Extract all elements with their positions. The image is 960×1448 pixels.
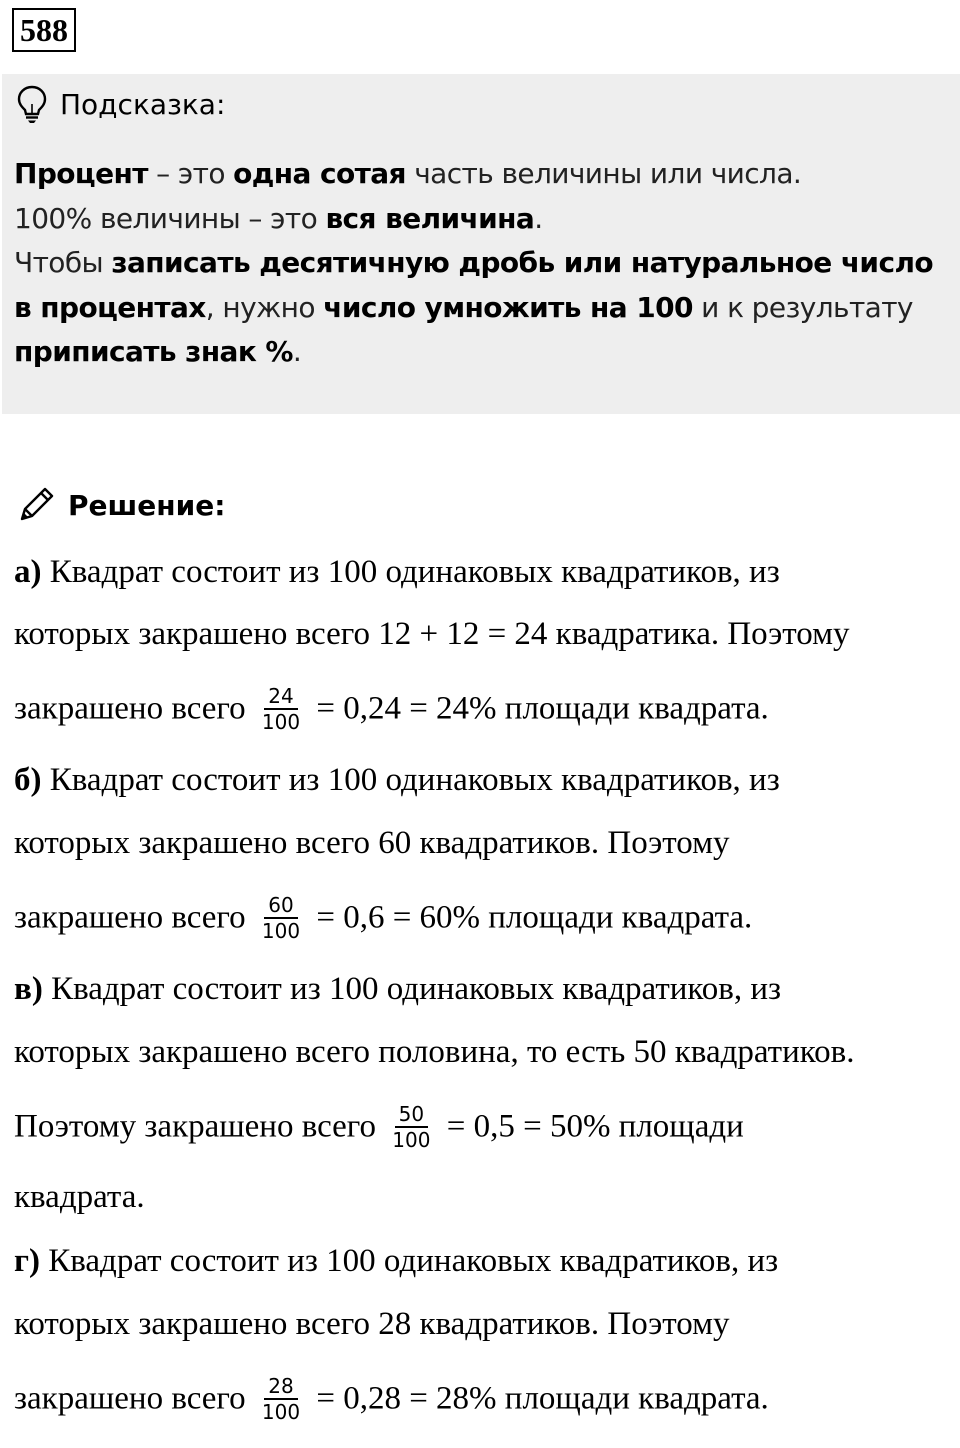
lightbulb-icon xyxy=(16,84,48,124)
hint-text-segment: , нужно xyxy=(205,290,324,324)
solution-line xyxy=(14,552,780,592)
solution-line xyxy=(14,1304,730,1344)
hint-bold-text: вся величина xyxy=(325,201,535,235)
item-label: в) xyxy=(14,971,43,1007)
hint-bold-text: приписать знак % xyxy=(14,335,293,368)
solution-text: закрашено всего xyxy=(14,690,254,727)
solution-line xyxy=(14,760,780,800)
solution-text: закрашено всего xyxy=(14,1380,254,1417)
fraction-numerator: 50 xyxy=(395,1102,428,1128)
hint-bold-text: записать десятичную дробь или натуральное число в процентах xyxy=(14,246,933,324)
fraction xyxy=(388,1102,434,1152)
solution-text: = 0,24 = 24% площади квадрата. xyxy=(308,690,769,727)
solution-text: которых закрашено всего 12 + 12 = 24 квадратика. Поэтому xyxy=(14,616,850,652)
hint-text-segment: Чтобы xyxy=(14,246,112,279)
hint-text-segment: часть величины или числа. xyxy=(405,157,802,190)
hint-text-segment: и к результату xyxy=(692,290,913,324)
fraction-numerator: 24 xyxy=(264,684,297,710)
hint-bold-text: Процент xyxy=(14,157,148,190)
hint-bold-text: число умножить на 100 xyxy=(323,290,693,324)
solution-text: закрашено всего xyxy=(14,899,254,936)
solution-text: = 0,28 = 28% площади квадрата. xyxy=(308,1380,769,1417)
solution-line xyxy=(14,1241,778,1281)
solution-text: которых закрашено всего половина, то есть 50 квадратиков. xyxy=(14,1034,855,1070)
hint-paragraph xyxy=(14,241,944,375)
item-label: а) xyxy=(14,554,42,590)
pencil-icon xyxy=(16,485,56,525)
solution-text: квадрата. xyxy=(14,1179,145,1215)
hint-paragraph xyxy=(14,197,944,242)
solution-line xyxy=(14,614,850,654)
fraction xyxy=(258,1374,304,1424)
solution-header xyxy=(16,482,225,528)
solution-line xyxy=(14,823,730,863)
task-number: 588 xyxy=(12,8,76,52)
fraction-numerator: 60 xyxy=(264,893,297,919)
hint-header xyxy=(16,82,225,126)
hint-text-segment: . xyxy=(292,335,302,368)
solution-text: которых закрашено всего 28 квадратиков. Поэтому xyxy=(14,1306,730,1342)
hint-paragraph xyxy=(14,152,944,197)
solution-line xyxy=(14,686,769,736)
hint-text-segment: 100% величины – это xyxy=(14,201,326,235)
solution-line xyxy=(14,1032,854,1072)
solution-text: Квадрат состоит из 100 одинаковых квадратиков, из xyxy=(41,554,780,590)
solution-text: которых закрашено всего 60 квадратиков. Поэтому xyxy=(14,825,730,861)
hint-title: Подсказка: xyxy=(60,87,226,121)
solution-text: = 0,5 = 50% площади xyxy=(438,1108,744,1145)
solution-text: Поэтому закрашено всего xyxy=(14,1108,385,1145)
hint-text xyxy=(14,152,944,375)
solution-text: = 0,6 = 60% площади квадрата. xyxy=(308,899,753,936)
solution-text: Квадрат состоит из 100 одинаковых квадратиков, из xyxy=(42,971,782,1007)
hint-text-segment: – это xyxy=(147,157,234,190)
solution-title: Решение: xyxy=(68,488,226,522)
fraction-denominator: 100 xyxy=(261,919,301,943)
item-label: г) xyxy=(14,1243,40,1279)
solution-line xyxy=(14,969,781,1009)
solution-line xyxy=(14,1104,744,1154)
solution-line xyxy=(14,895,752,945)
fraction-denominator: 100 xyxy=(261,1400,301,1424)
fraction-denominator: 100 xyxy=(261,710,301,734)
solution-text: Квадрат состоит из 100 одинаковых квадратиков, из xyxy=(41,762,780,798)
hint-text-segment: . xyxy=(534,201,543,235)
fraction xyxy=(258,893,304,943)
fraction-denominator: 100 xyxy=(392,1128,431,1152)
hint-bold-text: одна сотая xyxy=(233,157,406,190)
solution-line xyxy=(14,1376,769,1426)
solution-text: Квадрат состоит из 100 одинаковых квадратиков, из xyxy=(39,1243,779,1279)
solution-line xyxy=(14,1177,145,1217)
item-label: б) xyxy=(14,762,42,798)
fraction-numerator: 28 xyxy=(264,1374,297,1400)
fraction xyxy=(258,684,304,734)
